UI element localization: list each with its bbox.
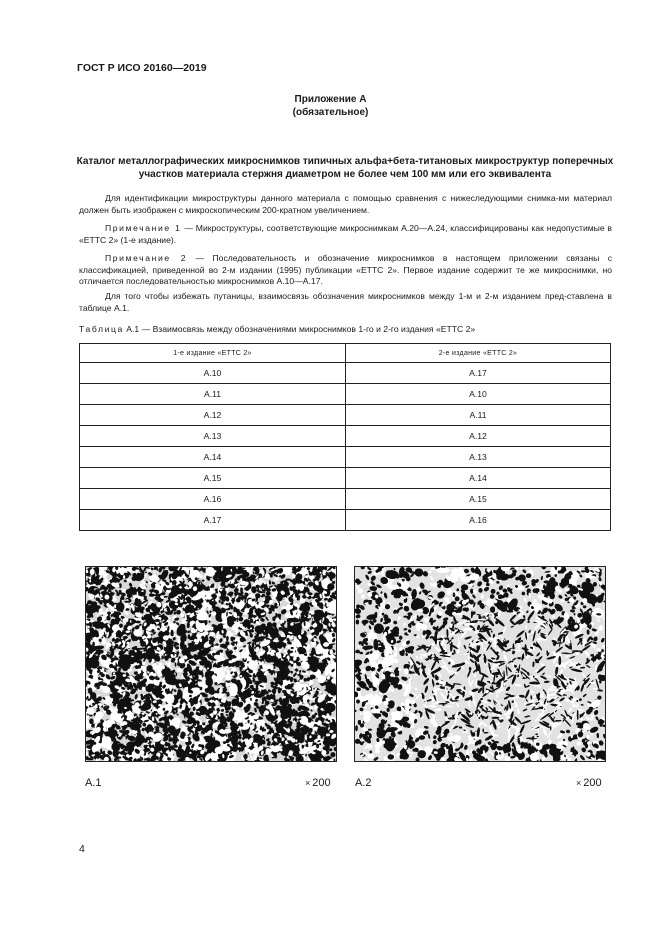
cell-edition-1: А.17	[80, 510, 346, 531]
intro-paragraph	[79, 193, 612, 216]
figure-a2-magnification	[576, 777, 602, 789]
cell-edition-1: А.16	[80, 489, 346, 510]
times-symbol: ×	[305, 778, 311, 788]
table-row	[80, 405, 611, 426]
table-caption-text: А.1 — Взаимосвязь между обозначениями микроснимков 1-го и 2-го издания «ЕТТС 2»	[126, 324, 476, 334]
table-row	[80, 363, 611, 384]
table-caption-label: Таблица	[79, 324, 124, 334]
cell-edition-2: А.14	[346, 468, 611, 489]
figure-a1-label: А.1	[85, 777, 102, 789]
cell-edition-2: А.11	[346, 405, 611, 426]
table-caption	[79, 324, 475, 334]
magnification-value: 200	[583, 777, 602, 789]
cell-edition-2: А.15	[346, 489, 611, 510]
confusion-text: Для того чтобы избежать путаницы, взаимосвязь обозначения микроснимков между 1-м и 2-м изданием пред-ставлена в таблице А.1.	[79, 291, 612, 313]
note-2-label: Примечание 2	[105, 253, 188, 263]
cell-edition-1: А.15	[80, 468, 346, 489]
micrograph-a2	[354, 566, 606, 762]
cell-edition-1: А.12	[80, 405, 346, 426]
appendix-status: (обязательное)	[292, 107, 369, 118]
micrograph-a1-image	[86, 567, 336, 761]
intro-text: Для идентификации микроструктуры данного материала с помощью сравнения с нижеследующими снимка-ми материал должен быть изображен с микроскопическим 200-кратном увеличением.	[79, 193, 612, 215]
table-row	[80, 510, 611, 531]
cell-edition-2: А.17	[346, 363, 611, 384]
cell-edition-1: А.11	[80, 384, 346, 405]
cell-edition-1: А.13	[80, 426, 346, 447]
note-2	[79, 253, 612, 288]
header-edition-2: 2-е издание «ЕТТС 2»	[346, 344, 611, 363]
micrograph-a1	[85, 566, 337, 762]
note-1-text: — Микроструктуры, соответствующие микроснимкам А.20—А.24, классифицированы как недопустимые в «ЕТТС 2» (1-е издание).	[79, 223, 613, 245]
appendix-heading	[0, 93, 661, 119]
table-row	[80, 447, 611, 468]
cell-edition-2: А.16	[346, 510, 611, 531]
note-2-text: — Последовательность и обозначение микроснимков в настоящем приложении связаны с классификацией, приведенной во 2-м издании (1995) публикации «ЕТТС 2». Первое издание содержит те же микроснимки, но отличается последовательностью микроснимков А.10—А.17.	[79, 253, 613, 286]
confusion-paragraph	[79, 291, 612, 314]
cell-edition-2: А.10	[346, 384, 611, 405]
times-symbol: ×	[576, 778, 582, 788]
table-header-row	[80, 344, 611, 363]
cell-edition-2: А.13	[346, 447, 611, 468]
edition-mapping-table	[79, 343, 611, 531]
figure-a2-label: А.2	[355, 777, 372, 789]
micrograph-a2-image	[355, 567, 605, 761]
cell-edition-1: А.10	[80, 363, 346, 384]
catalog-title: Каталог металлографических микроснимков типичных альфа+бета-титановых микроструктур поперечных участков материала стержня диаметром не более чем 100 мм или его эквивалента	[76, 156, 614, 180]
note-1	[79, 223, 612, 246]
table-row	[80, 489, 611, 510]
table-row	[80, 426, 611, 447]
appendix-title: Приложение А	[294, 94, 367, 105]
figure-a1-magnification	[305, 777, 331, 789]
cell-edition-2: А.12	[346, 426, 611, 447]
table-row	[80, 468, 611, 489]
note-1-label: Примечание 1	[105, 223, 182, 233]
page-number: 4	[79, 843, 85, 855]
standard-code: ГОСТ Р ИСО 20160—2019	[77, 62, 207, 74]
table-row	[80, 384, 611, 405]
magnification-value: 200	[312, 777, 331, 789]
cell-edition-1: А.14	[80, 447, 346, 468]
header-edition-1: 1-е издание «ЕТТС 2»	[80, 344, 346, 363]
